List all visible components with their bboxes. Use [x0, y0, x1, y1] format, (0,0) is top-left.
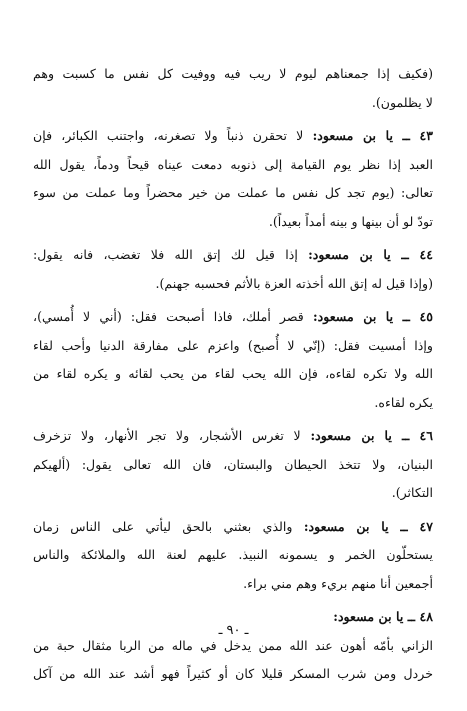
text-line — [33, 479, 433, 508]
text-line — [33, 241, 433, 270]
line-text: يكره لقاءه. — [374, 394, 433, 410]
line-text: (فكيف إذا جمعناهم ليوم لا ريب فيه ووفيت كل نفس ما كسبت وهم — [33, 66, 433, 81]
paragraph — [33, 241, 433, 298]
line-text: البنيان، ولا تتخذ الحيطان والبستان، فان الله تعالى يقول: (ألهيكم — [33, 456, 433, 472]
text-line — [33, 389, 433, 418]
text-line — [33, 332, 433, 361]
line-text: تودّ لو أن بينها و بينه أمداً بعيداً). — [268, 213, 433, 229]
paragraph — [33, 422, 433, 508]
line-text: تعالى: (يوم تجد كل نفس ما عملت من خير محضراً وما عملت من سوء — [33, 185, 433, 200]
paragraph — [33, 122, 433, 236]
text-line — [33, 151, 433, 180]
text-line — [33, 270, 433, 299]
text-line — [33, 60, 433, 89]
line-text: يستحلّون الخمر و يسمونه النبيذ. عليهم لعنة الله والملائكة والناس — [33, 547, 433, 562]
section-heading: ٤٣ ــ يا بن مسعود: — [312, 128, 433, 143]
text-line — [33, 451, 433, 480]
paragraph — [33, 603, 433, 689]
text-line — [33, 422, 433, 451]
paragraph — [33, 513, 433, 599]
line-text: قصر أملك، فاذا أصبحت فقل: (أني لا أُمسي)، — [33, 309, 313, 324]
paragraph — [33, 303, 433, 417]
line-text: الله ولا تكره لقاءه، فإن الله يحب لقاء من يحب لقائه و يكره لقاء من — [33, 366, 433, 381]
paragraph — [33, 60, 433, 117]
page-body — [33, 60, 433, 689]
line-text: خردل ومن شرب المسكر قليلا كان أو كثيراً فهو أشد عند الله من آكل — [33, 666, 433, 681]
line-text: (وإذا قيل له إتق الله أخذته العزة بالأثم فحسبه جهنم). — [155, 275, 433, 291]
text-line — [33, 660, 433, 689]
line-text: لا يظلمون). — [371, 94, 433, 110]
section-heading: ٤٦ ــ يا بن مسعود: — [310, 428, 433, 443]
line-text: لا تحقرن ذنباً ولا تصغرنه، واجتنب الكبائر، فإن — [33, 128, 313, 143]
text-line — [33, 89, 433, 118]
section-heading: ٤٤ ــ يا بن مسعود: — [308, 247, 433, 262]
text-line — [33, 570, 433, 599]
text-line — [33, 360, 433, 389]
line-text: الزاني بأمّه أهون عند الله ممن يدخل في ماله من الربا مثقال حبة من — [33, 637, 433, 653]
text-line — [33, 303, 433, 332]
line-text: وإذا أمسيت فقل: (إنّي لا أُصبح) واعزم على مفارقة الدنيا وأحب لقاء — [33, 337, 433, 353]
section-heading: ٤٧ ــ يا بن مسعود: — [303, 518, 433, 534]
text-line — [33, 208, 433, 237]
line-text: لا تغرس الأشجار، ولا تجر الأنهار، ولا تزخرف — [33, 428, 311, 443]
section-heading: ٤٨ ــ يا بن مسعود: — [333, 609, 433, 624]
text-line — [33, 179, 433, 208]
line-text: إذا قيل لك إتق الله فلا تغضب، فانه يقول: — [33, 247, 309, 262]
line-text: العبد إذا نظر يوم القيامة إلى ذنوبه دمعت عيناه قيحاً ودماً، يقول الله — [33, 156, 433, 172]
line-text: أجمعين أنا منهم بريء وهم مني براء. — [243, 575, 433, 591]
text-line — [33, 122, 433, 151]
line-text: والذي بعثني بالحق ليأتي على الناس زمان — [33, 518, 304, 534]
line-text: التكاثر). — [391, 485, 433, 500]
text-line — [33, 513, 433, 542]
section-heading: ٤٥ ــ يا بن مسعود: — [312, 309, 433, 324]
page-number: ـ ٩٠ ـ — [218, 623, 249, 638]
text-line — [33, 541, 433, 570]
